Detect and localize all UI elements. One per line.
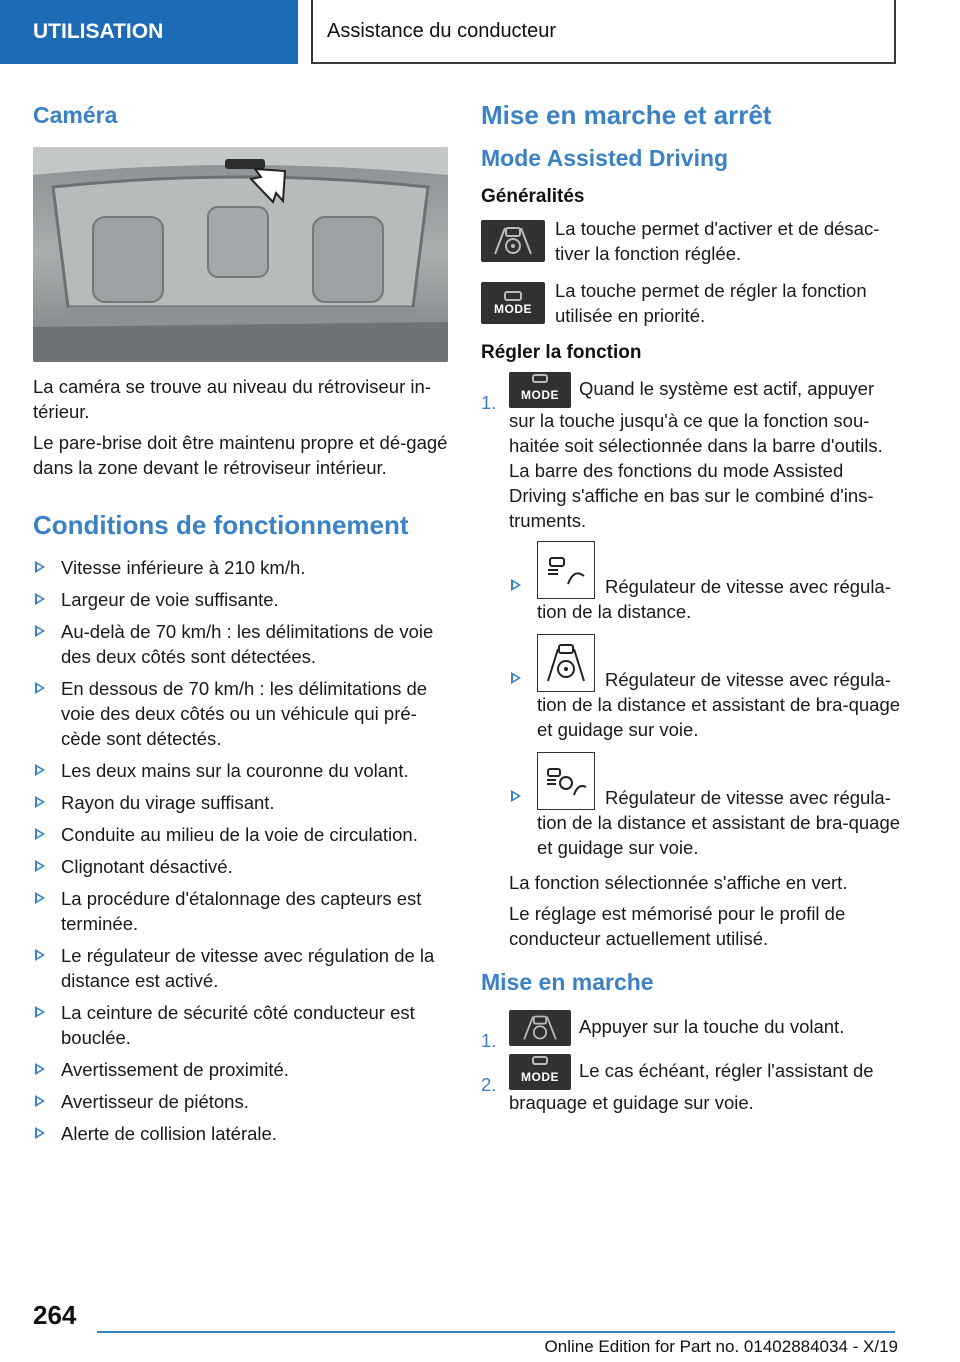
- list-item: La procédure d'étalonnage des capteurs est terminée.: [33, 886, 448, 936]
- mode-key-icon: MODE: [509, 1054, 571, 1090]
- list-item: Avertissement de proximité.: [33, 1057, 448, 1082]
- mode-heading: Mode Assisted Driving: [481, 145, 729, 171]
- assist-key-icon: [481, 220, 545, 262]
- bullet-triangle-icon: [35, 625, 45, 637]
- assist-key-icon: [509, 1010, 571, 1046]
- marche-heading: Mise en marche: [481, 969, 654, 995]
- mode-key-icon: MODE: [509, 372, 571, 408]
- acc-guidance-display-icon: [537, 752, 595, 810]
- right-column: [481, 96, 901, 1123]
- general-heading: Généralités: [481, 186, 585, 207]
- chapter-title: Assistance du conducteur: [327, 19, 557, 42]
- bullet-triangle-icon: [35, 764, 45, 776]
- list-item: Rayon du virage suffisant.: [33, 790, 448, 815]
- list-item: Les deux mains sur la couronne du volant.: [33, 758, 448, 783]
- function-options: [509, 541, 901, 860]
- camera-heading: Caméra: [33, 102, 118, 128]
- bullet-triangle-icon: [35, 1006, 45, 1018]
- list-item: Alerte de collision latérale.: [33, 1121, 448, 1146]
- edition-text: Online Edition for Part no. 01402884034 - X/19: [544, 1337, 898, 1356]
- after-text-1: La fonction sélectionnée s'affiche en vert.: [509, 872, 848, 893]
- option-item: Régulateur de vitesse avec régula-tion de la distance et assistant de bra-quage et guidage sur voie.: [509, 634, 901, 742]
- step-item: 1. MODE Quand le système est actif, appuyer sur la touche jusqu'à ce que la fonction sou-haitée soit sélectionnée dans la barre d'outils. La barre des fonctions du mode Assisted Driving s'affiche en bas sur le combiné d'ins-truments. Régulateur de vitesse avec régula-tion de la distance. Régulateur de vitesse avec régula-tion de la distance et assistant de bra-quage et guidage sur voie. Régulateur de vitesse avec régula-tion de la distance et assistant de bra-quage et guidage sur voie. La fonction sélectionnée s'affiche en vert. Le réglage est mémorisé pour le profil de conducteur actuellement utilisé.: [481, 372, 901, 951]
- step-item: 1. Appuyer sur la touche du volant.: [481, 1010, 901, 1046]
- list-item: Le régulateur de vitesse avec régulation de la distance est activé.: [33, 943, 448, 993]
- bullet-triangle-icon: [511, 579, 521, 591]
- bullet-triangle-icon: [35, 593, 45, 605]
- acc-steering-display-icon: [537, 634, 595, 692]
- option-item: Régulateur de vitesse avec régula-tion de la distance.: [509, 541, 901, 624]
- camera-text-1: La caméra se trouve au niveau du rétroviseur in-térieur.: [33, 376, 431, 422]
- bullet-triangle-icon: [35, 682, 45, 694]
- acc-display-icon: [537, 541, 595, 599]
- list-item: Vitesse inférieure à 210 km/h.: [33, 555, 448, 580]
- bullet-triangle-icon: [35, 796, 45, 808]
- camera-photo: [33, 147, 448, 362]
- after-text-2: Le réglage est mémorisé pour le profil de conducteur actuellement utilisé.: [509, 903, 846, 949]
- section-tab: [0, 0, 298, 64]
- left-column: [33, 96, 448, 1153]
- list-item: Largeur de voie suffisante.: [33, 587, 448, 612]
- bullet-triangle-icon: [35, 561, 45, 573]
- general-key-row-1: [481, 216, 901, 266]
- bullet-triangle-icon: [35, 828, 45, 840]
- general-key-row-2: [481, 278, 901, 328]
- bullet-triangle-icon: [511, 672, 521, 684]
- conditions-list: [33, 555, 448, 1146]
- list-item: Conduite au milieu de la voie de circulation.: [33, 822, 448, 847]
- camera-text-2: Le pare-brise doit être maintenu propre et dé-gagé dans la zone devant le rétroviseur intérieur.: [33, 432, 448, 478]
- chapter-tab: [311, 0, 896, 64]
- bullet-triangle-icon: [511, 790, 521, 802]
- option-item: Régulateur de vitesse avec régula-tion de la distance et assistant de bra-quage et guidage sur voie.: [509, 752, 901, 860]
- regler-steps: [481, 372, 901, 951]
- general-key-1-text: La touche permet d'activer et de désac-tiver la fonction réglée.: [555, 218, 880, 264]
- bullet-triangle-icon: [35, 1095, 45, 1107]
- list-item: Clignotant désactivé.: [33, 854, 448, 879]
- marche-steps: [481, 1010, 901, 1115]
- conditions-heading: Conditions de fonctionnement: [33, 510, 409, 540]
- footer-divider: [97, 1331, 895, 1333]
- bullet-triangle-icon: [35, 1063, 45, 1075]
- regler-heading: Régler la fonction: [481, 342, 642, 363]
- list-item: Avertisseur de piétons.: [33, 1089, 448, 1114]
- bullet-triangle-icon: [35, 860, 45, 872]
- bullet-triangle-icon: [35, 949, 45, 961]
- section-title: UTILISATION: [33, 20, 164, 43]
- mode-key-icon: MODE: [481, 282, 545, 324]
- general-key-2-text: La touche permet de régler la fonction utilisée en priorité.: [555, 280, 867, 326]
- bullet-triangle-icon: [35, 892, 45, 904]
- list-item: La ceinture de sécurité côté conducteur est bouclée.: [33, 1000, 448, 1050]
- step-item: 2. MODE Le cas échéant, régler l'assistant de braquage et guidage sur voie.: [481, 1054, 901, 1115]
- page-number: 264: [33, 1300, 77, 1330]
- bullet-triangle-icon: [35, 1127, 45, 1139]
- list-item: En dessous de 70 km/h : les délimitations de voie des deux côtés ou un véhicule qui pré-cède sont détectés.: [33, 676, 448, 751]
- main-heading: Mise en marche et arrêt: [481, 100, 772, 130]
- list-item: Au-delà de 70 km/h : les délimitations de voie des deux côtés sont détectées.: [33, 619, 448, 669]
